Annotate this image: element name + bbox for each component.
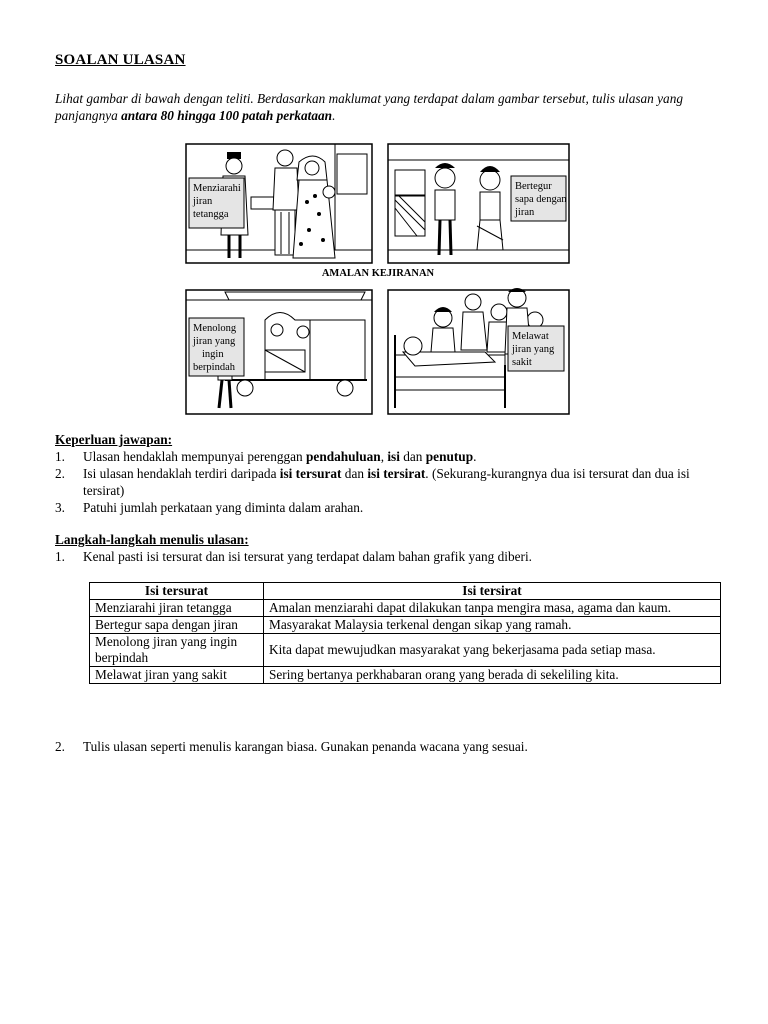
- requirement-text: . (Sekurang-kurangnya dua isi tersurat dan dua isi tersirat): [83, 466, 690, 498]
- requirement-text: dan: [399, 449, 426, 464]
- table-cell: Kita dapat mewujudkan masyarakat yang bekerjasama pada setiap masa.: [264, 634, 721, 667]
- header-isi-tersurat: Isi tersurat: [90, 583, 264, 600]
- requirement-item: [55, 499, 725, 516]
- page-title: SOALAN ULASAN: [55, 52, 186, 68]
- table-cell: Menolong jiran yang ingin berpindah: [90, 634, 264, 667]
- requirement-text: dan: [341, 466, 368, 481]
- panel1-label-line1: Menziarahi: [193, 183, 241, 194]
- step-item: [55, 548, 725, 565]
- panel4-label-line1: Melawat: [512, 331, 549, 342]
- table-row: [90, 600, 721, 617]
- panel-helping-move: [186, 290, 372, 414]
- panel3-label-line2: jiran yang: [193, 336, 236, 347]
- panel1-label-line3: tetangga: [193, 209, 229, 220]
- isi-table: [89, 582, 721, 684]
- requirement-text: ,: [380, 449, 388, 464]
- panel2-label-line2: sapa dengan: [515, 194, 567, 205]
- panel3-label-line4: berpindah: [193, 362, 235, 373]
- illustration-caption: AMALAN KEJIRANAN: [321, 268, 435, 279]
- requirement-number: 2.: [55, 466, 65, 481]
- table-row: [90, 634, 721, 667]
- steps-list: [55, 548, 725, 565]
- step-number: 2.: [55, 739, 65, 754]
- step-text: Kenal pasti isi tersurat dan isi tersurat yang terdapat dalam bahan grafik yang diberi.: [83, 549, 532, 564]
- requirement-bold: isi tersurat: [279, 466, 342, 481]
- requirements-heading: Keperluan jawapan:: [55, 432, 173, 447]
- step-number: 1.: [55, 549, 65, 564]
- requirement-text: Isi ulasan hendaklah terdiri daripada: [83, 466, 280, 481]
- requirement-bold: penutup: [425, 449, 474, 464]
- requirement-item: [55, 448, 725, 465]
- illustration-svg: [185, 140, 571, 416]
- instruction-word-count: antara 80 hingga 100 patah perkataan: [121, 108, 333, 123]
- table-cell: Melawat jiran yang sakit: [90, 667, 264, 684]
- gift-box: [251, 197, 275, 209]
- panel3-label-line3: ingin: [202, 349, 224, 360]
- table-row: [90, 617, 721, 634]
- requirements-list: [55, 448, 725, 516]
- panel2-label-line3: jiran: [515, 207, 535, 218]
- table-row: [90, 667, 721, 684]
- panel3-label-line1: Menolong: [193, 323, 237, 334]
- table-cell: Amalan menziarahi dapat dilakukan tanpa mengira masa, agama dan kaum.: [264, 600, 721, 617]
- panel4-label-line2: jiran yang: [512, 344, 555, 355]
- table-cell: Bertegur sapa dengan jiran: [90, 617, 264, 634]
- table-header-row: [90, 583, 721, 600]
- requirement-item: [55, 465, 725, 499]
- requirement-number: 3.: [55, 500, 65, 515]
- table-cell: Sering bertanya perkhabaran orang yang berada di sekeliling kita.: [264, 667, 721, 684]
- requirement-bold: isi tersirat: [367, 466, 426, 481]
- instruction-text: Lihat gambar di bawah dengan teliti. Berdasarkan maklumat yang terdapat dalam gambar tersebut, tulis ulasan yang panjangnya: [55, 91, 684, 123]
- panel2-label-line1: Bertegur: [515, 181, 552, 192]
- requirement-bold: pendahuluan: [306, 449, 381, 464]
- panel-visiting-sick: [388, 288, 569, 414]
- requirement-bold: isi: [387, 449, 400, 464]
- neighbourhood-illustration: [185, 140, 571, 416]
- requirement-text: Ulasan hendaklah mempunyai perenggan: [83, 449, 307, 464]
- figure-boy-right: [477, 166, 503, 250]
- header-isi-tersirat: Isi tersirat: [264, 583, 721, 600]
- table-cell: Masyarakat Malaysia terkenal dengan sikap yang ramah.: [264, 617, 721, 634]
- panel4-label-line3: sakit: [512, 357, 532, 368]
- panel-visiting-neighbours: [186, 144, 372, 263]
- requirement-number: 1.: [55, 449, 65, 464]
- panel-greeting-neighbours: [388, 144, 569, 263]
- step-text: Tulis ulasan seperti menulis karangan biasa. Gunakan penanda wacana yang sesuai.: [83, 739, 528, 754]
- instruction-paragraph: [55, 90, 725, 124]
- steps-heading: Langkah-langkah menulis ulasan:: [55, 532, 249, 547]
- table-cell: Menziarahi jiran tetangga: [90, 600, 264, 617]
- instruction-end: .: [332, 108, 336, 123]
- requirement-text: .: [473, 449, 477, 464]
- panel1-label-line2: jiran: [193, 196, 213, 207]
- requirement-text: Patuhi jumlah perkataan yang diminta dalam arahan.: [83, 500, 364, 515]
